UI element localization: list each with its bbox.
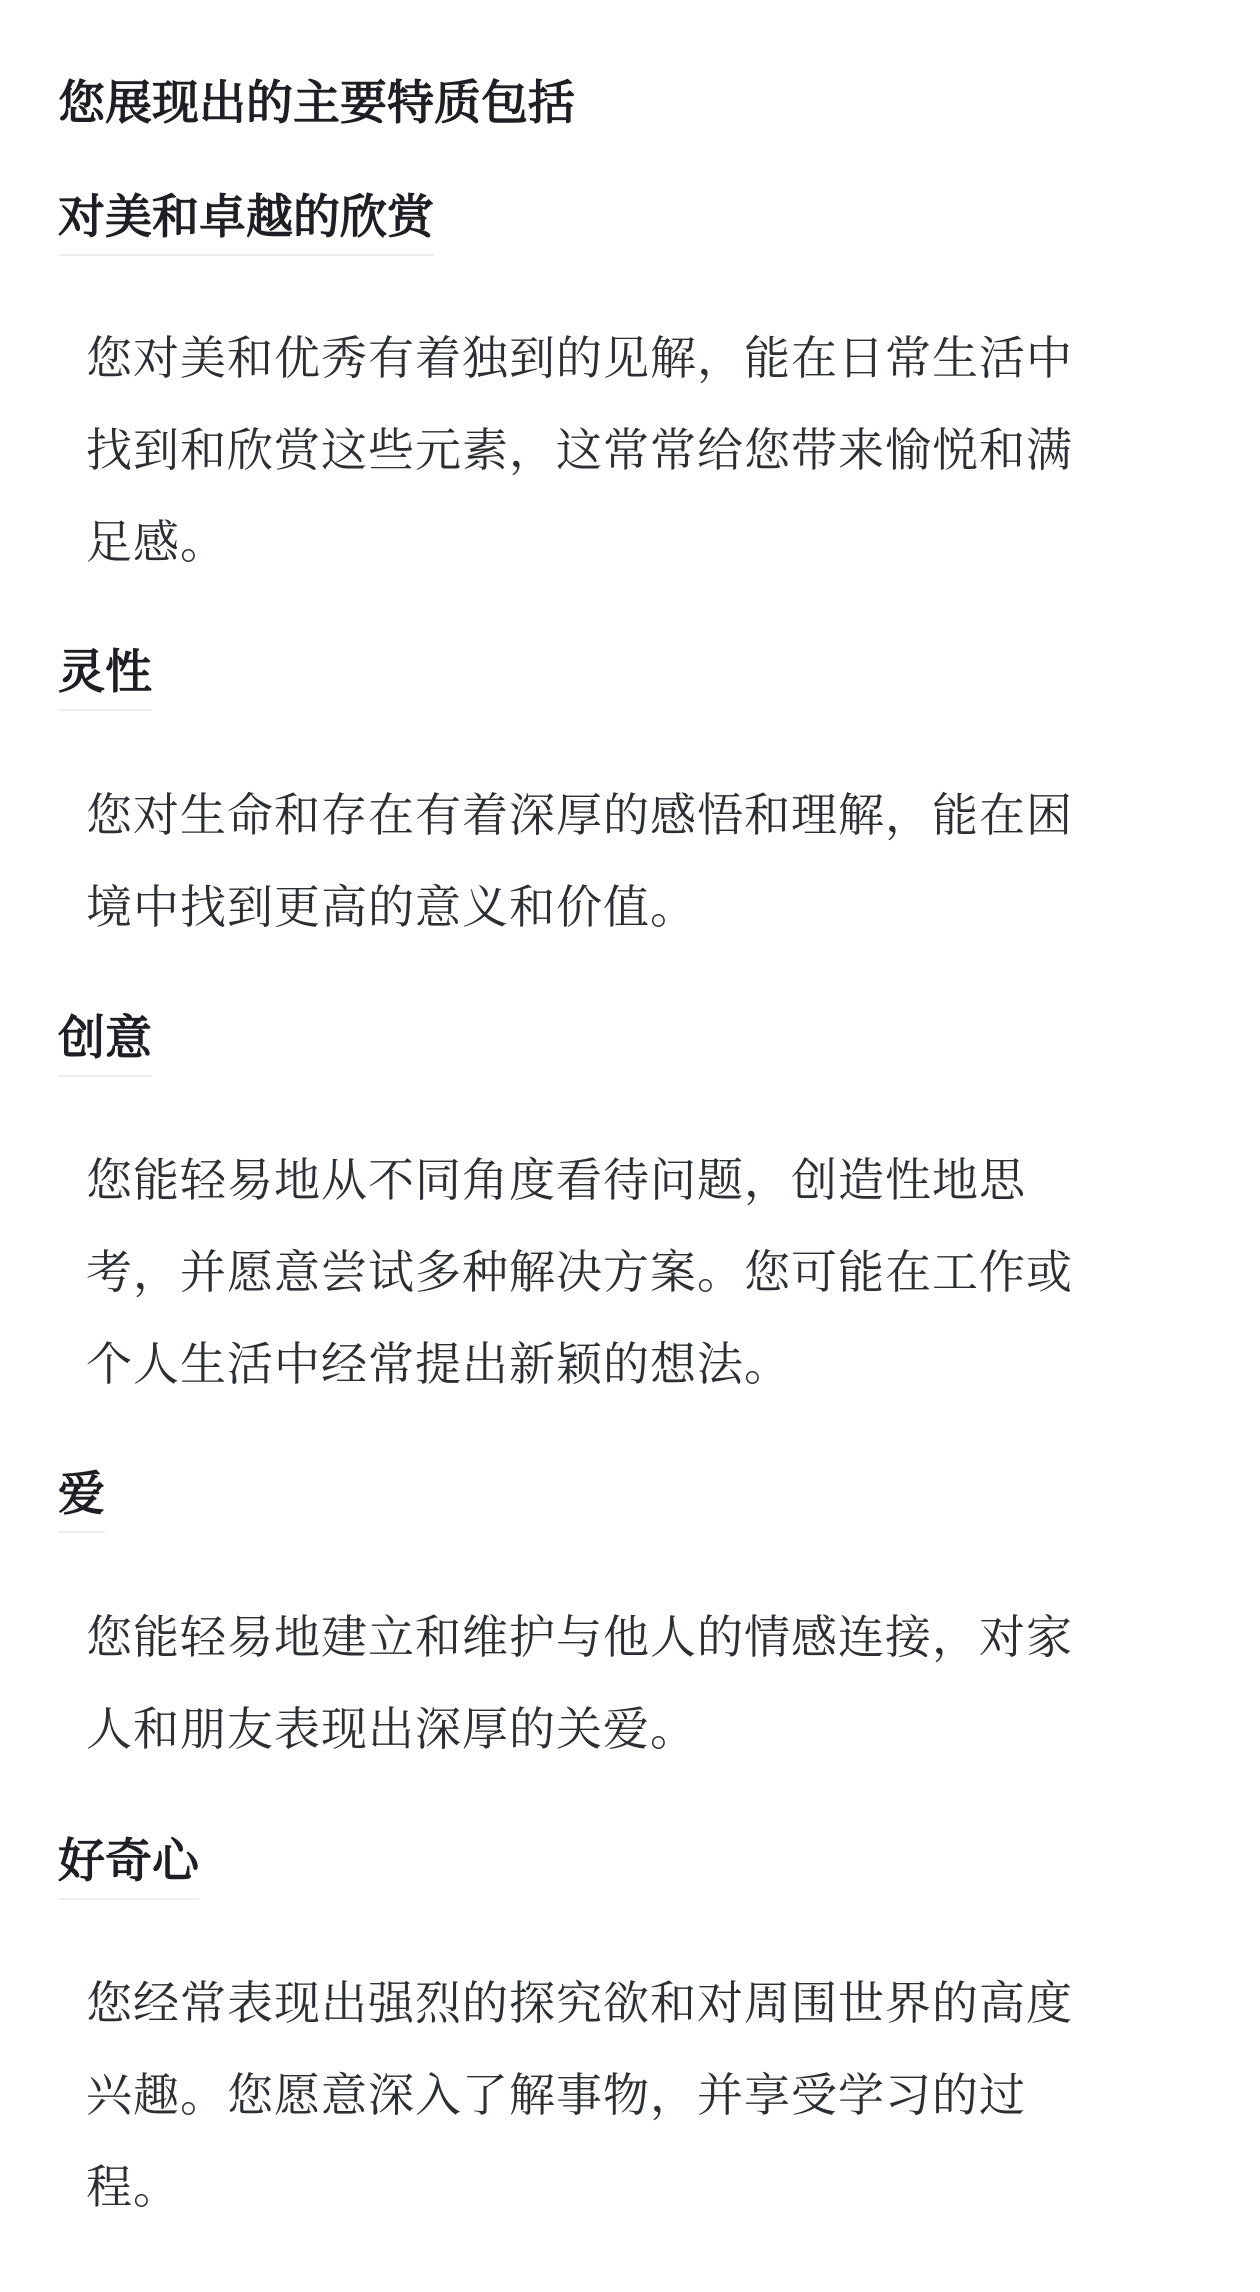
paragraph-line: 个人生活中经常提出新颖的想法。 [86, 1337, 791, 1391]
section-heading-spirituality: 灵性 [58, 643, 152, 711]
section-heading-love: 爱 [58, 1465, 105, 1533]
section-paragraph-curiosity [86, 1957, 1196, 2233]
paragraph-line: 您对生命和存在有着深厚的感悟和理解，能在困 [86, 788, 1073, 842]
section-paragraph-love [86, 1591, 1196, 1775]
paragraph-line: 您能轻易地从不同角度看待问题，创造性地思 [86, 1153, 1026, 1207]
section-heading-appreciation: 对美和卓越的欣赏 [58, 188, 434, 256]
paragraph-line: 人和朋友表现出深厚的关爱。 [86, 1702, 697, 1756]
section-paragraph-spirituality [86, 769, 1196, 953]
section-heading-creativity: 创意 [58, 1009, 152, 1077]
section-paragraph-appreciation [86, 312, 1196, 588]
section-paragraph-creativity [86, 1134, 1196, 1410]
section-heading-curiosity: 好奇心 [58, 1832, 199, 1900]
paragraph-line: 您经常表现出强烈的探究欲和对周围世界的高度 [86, 1976, 1073, 2030]
paragraph-line: 境中找到更高的意义和价值。 [86, 880, 697, 934]
paragraph-line: 足感。 [86, 515, 227, 569]
paragraph-line: 您对美和优秀有着独到的见解，能在日常生活中 [86, 331, 1073, 385]
paragraph-line: 您能轻易地建立和维护与他人的情感连接，对家 [86, 1610, 1073, 1664]
paragraph-line: 考，并愿意尝试多种解决方案。您可能在工作或 [86, 1245, 1073, 1299]
paragraph-line: 找到和欣赏这些元素，这常常给您带来愉悦和满 [86, 423, 1073, 477]
intro-heading: 您展现出的主要特质包括 [58, 76, 575, 131]
paragraph-line: 程。 [86, 2160, 180, 2214]
paragraph-line: 兴趣。您愿意深入了解事物，并享受学习的过 [86, 2068, 1026, 2122]
